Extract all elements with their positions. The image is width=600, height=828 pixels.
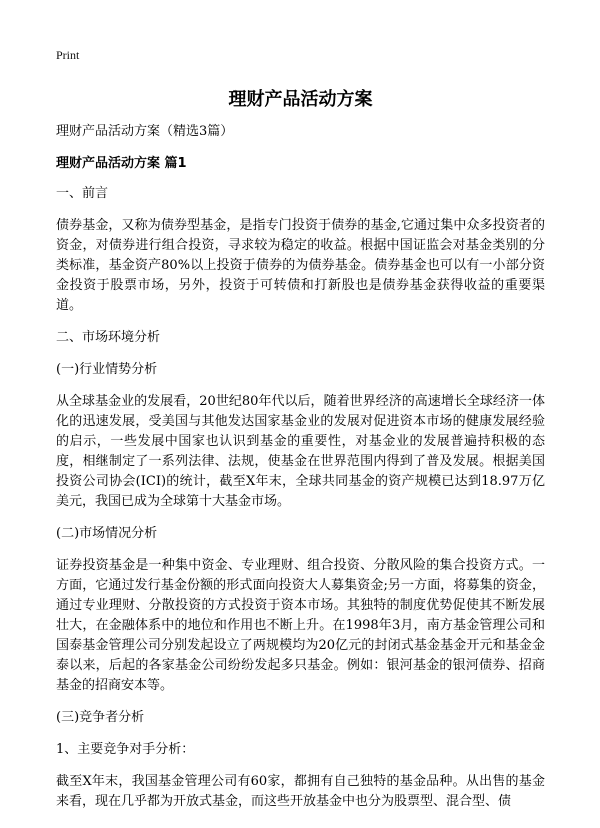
section-title: 理财产品活动方案 篇1 — [56, 156, 187, 171]
document-subtitle: 理财产品活动方案（精选3篇） — [56, 124, 234, 139]
print-label: Print — [56, 48, 80, 62]
document-title: 理财产品活动方案 — [228, 89, 373, 110]
paragraph-preface: 债券基金，又称为债券型基金，是指专门投资于债券的基金,它通过集中众多投资者的资金，对债券进行组合投资，寻求较为稳定的收益。根据中国证监会对基金类别的分类标准，基金资产80%以上投资于债券的为债券基金。债券基金也可以有一小部分资金投资于股票市场，另外，投资于可转债和打新股也是债券基金获得收益的重要渠道。 — [56, 218, 545, 313]
paragraph-main-competitors: 截至X年末，我国基金管理公司有60家，都拥有自己独特的基金品种。从出售的基金来看，现在几乎都为开放式基金，而这些开放基金中也分为股票型、混合型、债 — [56, 774, 545, 809]
heading-main-competitors: 1、主要竞争对手分析： — [56, 742, 195, 757]
heading-competitor-analysis: (三)竞争者分析 — [56, 710, 145, 725]
heading-preface: 一、前言 — [56, 186, 109, 201]
heading-industry-situation: (一)行业情势分析 — [56, 362, 158, 377]
heading-market-environment: 二、市场环境分析 — [56, 330, 161, 345]
heading-market-situation: (二)市场情况分析 — [56, 526, 158, 541]
paragraph-industry-situation: 从全球基金业的发展看，20世纪80年代以后，随着世界经济的高速增长全球经济一体化的迅速发展，受美国与其他发达国家基金业的发展对促进资本市场的健康发展经验的启示，一些发展中国家也认识到基金的重要性，对基金业的发展普遍持积极的态度，相继制定了一系列法律、法规，使基金在世界范围内得到了普及发展。根据美国投资公司协会(ICI)的统计，截至X年末，全球共同基金的资产规模已达到18.97万亿美元，我国已成为全球第十大基金市场。 — [56, 394, 545, 509]
paragraph-market-situation: 证券投资基金是一种集中资金、专业理财、组合投资、分散风险的集合投资方式。一方面，它通过发行基金份额的形式面向投资大人募集资金;另一方面，将募集的资金，通过专业理财、分散投资的方式投资于资本市场。其独特的制度优势促使其不断发展壮大，在金融体系中的地位和作用也不断上升。在1998年3月，南方基金管理公司和国泰基金管理公司分别发起设立了两规模均为20亿元的封闭式基金基金开元和基金金泰以来，后起的各家基金公司纷纷发起多只基金。例如：银河基金的银河债券、招商基金的招商安本等。 — [56, 558, 545, 693]
